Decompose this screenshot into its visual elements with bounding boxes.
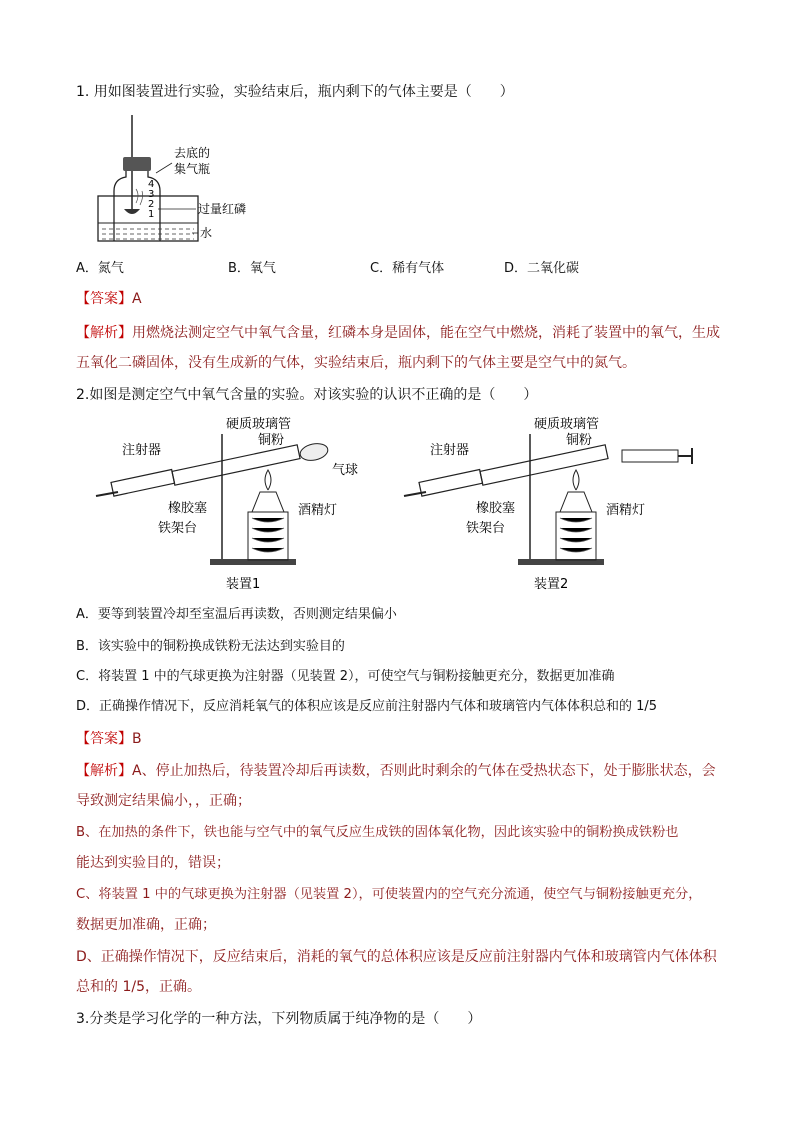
q2-stem: 2.如图是测定空气中氧气含量的实验。对该实验的认识不正确的是（ ） [76, 387, 538, 403]
q1-figure [92, 113, 272, 248]
flame-icon [136, 189, 143, 205]
mark-3: 3 [148, 189, 155, 200]
glass-tube [172, 445, 300, 485]
label-tube: 硬质玻璃管 [226, 417, 292, 432]
syringe-body [111, 470, 175, 497]
q1-answer [76, 290, 142, 308]
answer-tag: 【答案】 [76, 731, 132, 747]
rubber-stopper [123, 157, 151, 171]
label-syringe: 注射器 [430, 443, 470, 458]
q2-analysis-line-4: 能达到实验目的，错误； [76, 855, 230, 871]
label-stopper: 橡胶塞 [168, 501, 208, 516]
q2-analysis-line-7: D、正确操作情况下，反应结束后，消耗的氧气的总体积应该是反应前注射器内气体和玻璃管内气体体积 [76, 949, 717, 965]
combustion-spoon [124, 209, 140, 214]
q1-option-d: D．二氧化碳 [504, 261, 580, 276]
balloon [299, 441, 330, 462]
q2-option-a: A．要等到装置冷却至室温后再读数，否则测定结果偏小 [76, 607, 397, 622]
q2-option-d: D．正确操作情况下，反应消耗氧气的体积应该是反应前注射器内气体和玻璃管内气体体积总和的 1/5 [76, 699, 658, 714]
q2-answer [76, 730, 142, 748]
alcohol-lamp [560, 492, 592, 512]
label-water: 水 [200, 226, 213, 240]
alcohol-lamp [252, 492, 284, 512]
lamp-flame-icon [265, 470, 271, 490]
label-lamp: 酒精灯 [298, 503, 338, 518]
label-bottle: 去底的 [174, 146, 211, 160]
label-bottle-2: 集气瓶 [174, 162, 211, 176]
q2-option-c: C．将装置 1 中的气球更换为注射器（见装置 2），可使空气与铜粉接触更充分，数据更加准确 [76, 669, 615, 684]
q2-analysis-line-2: 导致测定结果偏小，，正确； [76, 793, 251, 809]
label-stand: 铁架台 [158, 521, 198, 536]
q1-option-a: A．氮气 [76, 261, 124, 276]
answer-value: B [132, 731, 142, 747]
q2-option-b: B．该实验中的铜粉换成铁粉无法达到实验目的 [76, 639, 345, 654]
caption-1: 装置1 [226, 577, 261, 592]
q2-analysis-line-3: B、在加热的条件下，铁也能与空气中的氧气反应生成铁的固体氧化物，因此该实验中的铜粉换成铁粉也 [76, 825, 679, 840]
label-syringe: 注射器 [122, 443, 162, 458]
label-stopper: 橡胶塞 [476, 501, 516, 516]
label-copper: 铜粉 [258, 433, 285, 448]
syringe-2-body [622, 450, 678, 462]
q1-option-b: B．氧气 [228, 261, 276, 276]
q3-stem: 3.分类是学习化学的一种方法，下列物质属于纯净物的是（ ） [76, 1011, 482, 1027]
label-phosphorus: 过量红磷 [198, 202, 247, 216]
wood-grain [252, 518, 284, 552]
q2-figure-1 [92, 414, 382, 594]
label-copper: 铜粉 [566, 433, 593, 448]
caption-2: 装置2 [534, 577, 569, 592]
water-hatching [102, 229, 194, 239]
q2-analysis-line-8: 总和的 1/5，正确。 [76, 979, 201, 995]
analysis-tag: 【解析】 [76, 763, 132, 779]
label-lamp: 酒精灯 [606, 503, 646, 518]
syringe-body [419, 470, 483, 497]
q1-stem: 1. 用如图装置进行实验，实验结束后，瓶内剩下的气体主要是（ ） [76, 84, 514, 100]
analysis-text: 用燃烧法测定空气中氧气含量，红磷本身是固体，能在空气中燃烧，消耗了装置中的氧气，生成 [132, 325, 720, 341]
mark-4: 4 [148, 179, 155, 190]
q1-analysis-line-2: 五氧化二磷固体，没有生成新的气体，实验结束后，瓶内剩下的气体主要是空气中的氮气。 [76, 355, 636, 371]
lamp-flame-icon [573, 470, 579, 490]
analysis-tag: 【解析】 [76, 325, 132, 341]
wood-grain [560, 518, 592, 552]
answer-tag: 【答案】 [76, 291, 132, 307]
label-balloon: 气球 [332, 463, 359, 478]
analysis-text: A、停止加热后，待装置冷却后再读数，否则此时剩余的气体在受热状态下，处于膨胀状态，会 [132, 763, 716, 779]
mark-2: 2 [148, 199, 155, 210]
label-stand: 铁架台 [466, 521, 506, 536]
answer-value: A [132, 291, 142, 307]
label-tube: 硬质玻璃管 [534, 417, 600, 432]
glass-tube [480, 445, 608, 485]
q2-analysis-line-1 [76, 762, 716, 780]
q1-option-c: C．稀有气体 [370, 261, 445, 276]
q2-analysis-line-6: 数据更加准确，正确； [76, 917, 216, 933]
q2-analysis-line-5: C、将装置 1 中的气球更换为注射器（见装置 2），可使装置内的空气充分流通，使空气与铜粉接触更充分， [76, 887, 702, 902]
leader-bottle [156, 163, 172, 173]
q2-figure-2 [400, 414, 700, 594]
mark-1: 1 [148, 209, 155, 220]
q1-analysis-line-1 [76, 324, 720, 342]
